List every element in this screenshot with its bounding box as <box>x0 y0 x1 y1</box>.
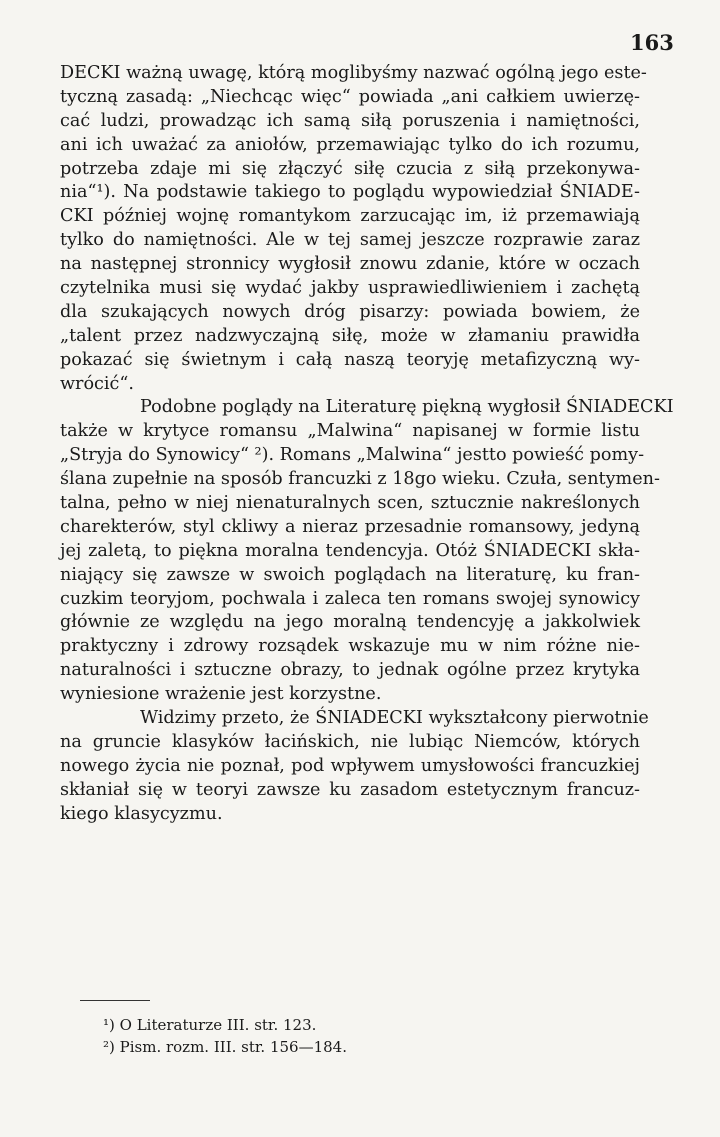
footnote-divider <box>80 1000 150 1001</box>
text-line: dla szukających nowych dróg pisarzy: powiada bowiem, że <box>60 301 640 322</box>
text-line: potrzeba zdaje mi się złączyć siłę czucia z siłą przekonywa- <box>60 158 640 179</box>
text-line: nowego życia nie poznał, pod wpływem umysłowości francuzkiej <box>60 755 640 776</box>
text-line: niający się zawsze w swoich poglądach na literaturę, ku fran- <box>60 564 640 585</box>
text-line: CKI później wojnę romantykom zarzucając im, iż przemawiają <box>60 206 640 227</box>
text-line: Podobne poglądy na Literaturę piękną wygłosił ŚNIADECKI <box>140 397 674 418</box>
text-line: jej zaletą, to piękna moralna tendencyja. Otóż ŚNIADECKI skła- <box>60 540 640 561</box>
text-line: „talent przez nadzwyczajną siłę, może w złamaniu prawidła <box>60 325 640 346</box>
paragraph-1 <box>60 62 647 396</box>
text-line: ślana zupełnie na sposób francuzki z 18go wieku. Czuła, sentymen- <box>60 469 660 490</box>
text-line: tyczną zasadą: „Niechcąc więc“ powiada „ani całkiem uwierzę- <box>60 86 640 107</box>
text-line: Widzimy przeto, że ŚNIADECKI wykształcony pierwotnie <box>140 708 649 729</box>
text-line: „Stryja do Synowicy“ ²). Romans „Malwina“ jestto powieść pomy- <box>60 445 645 466</box>
paragraph-2 <box>60 396 674 707</box>
paragraph-3 <box>60 707 649 826</box>
text-line: nia“¹). Na podstawie takiego to poglądu wypowiedział ŚNIADE- <box>60 182 640 203</box>
footnote-2: ²) Pism. rozm. III. str. 156—184. <box>103 1038 347 1056</box>
text-line: talna, pełno w niej nienaturalnych scen, sztucznie nakreślonych <box>60 493 640 514</box>
text-line: cuzkim teoryjom, pochwala i zaleca ten romans swojej synowicy <box>60 588 640 609</box>
text-line: pokazać się świetnym i całą naszą teoryję metafizyczną wy- <box>60 349 640 370</box>
text-line: czytelnika musi się wydać jakby usprawiedliwieniem i zachętą <box>60 278 640 299</box>
text-line: charekterów, styl ckliwy a nieraz przesadnie romansowy, jedyną <box>60 516 640 537</box>
text-line: kiego klasycyzmu. <box>60 803 223 824</box>
text-line: na gruncie klasyków łacińskich, nie lubiąc Niemców, których <box>60 731 640 752</box>
text-line: naturalności i sztuczne obrazy, to jednak ogólne przez krytyka <box>60 660 640 681</box>
text-line: cać ludzi, prowadząc ich samą siłą poruszenia i namiętności, <box>60 110 640 131</box>
text-line: wrócić“. <box>60 373 134 394</box>
text-line: głównie ze względu na jego moralną tendencyję a jakkolwiek <box>60 612 640 633</box>
footnotes <box>103 1014 347 1058</box>
body-text <box>60 62 674 827</box>
text-line: wyniesione wrażenie jest korzystne. <box>60 684 382 705</box>
text-line: także w krytyce romansu „Malwina“ napisanej w formie listu <box>60 421 640 442</box>
text-line: DECKI ważną uwagę, którą moglibyśmy nazwać ogólną jego este- <box>60 63 647 83</box>
footnote-1: ¹) O Literaturze III. str. 123. <box>103 1016 317 1034</box>
text-line: skłaniał się w teoryi zawsze ku zasadom estetycznym francuz- <box>60 779 640 800</box>
text-line: ani ich uważać za aniołów, przemawiając tylko do ich rozumu, <box>60 134 640 155</box>
text-line: praktyczny i zdrowy rozsądek wskazuje mu w nim różne nie- <box>60 636 640 657</box>
text-line: na następnej stronnicy wygłosił znowu zdanie, które w oczach <box>60 254 640 275</box>
page-number: 163 <box>630 30 674 55</box>
text-line: tylko do namiętności. Ale w tej samej jeszcze rozprawie zaraz <box>60 230 640 251</box>
